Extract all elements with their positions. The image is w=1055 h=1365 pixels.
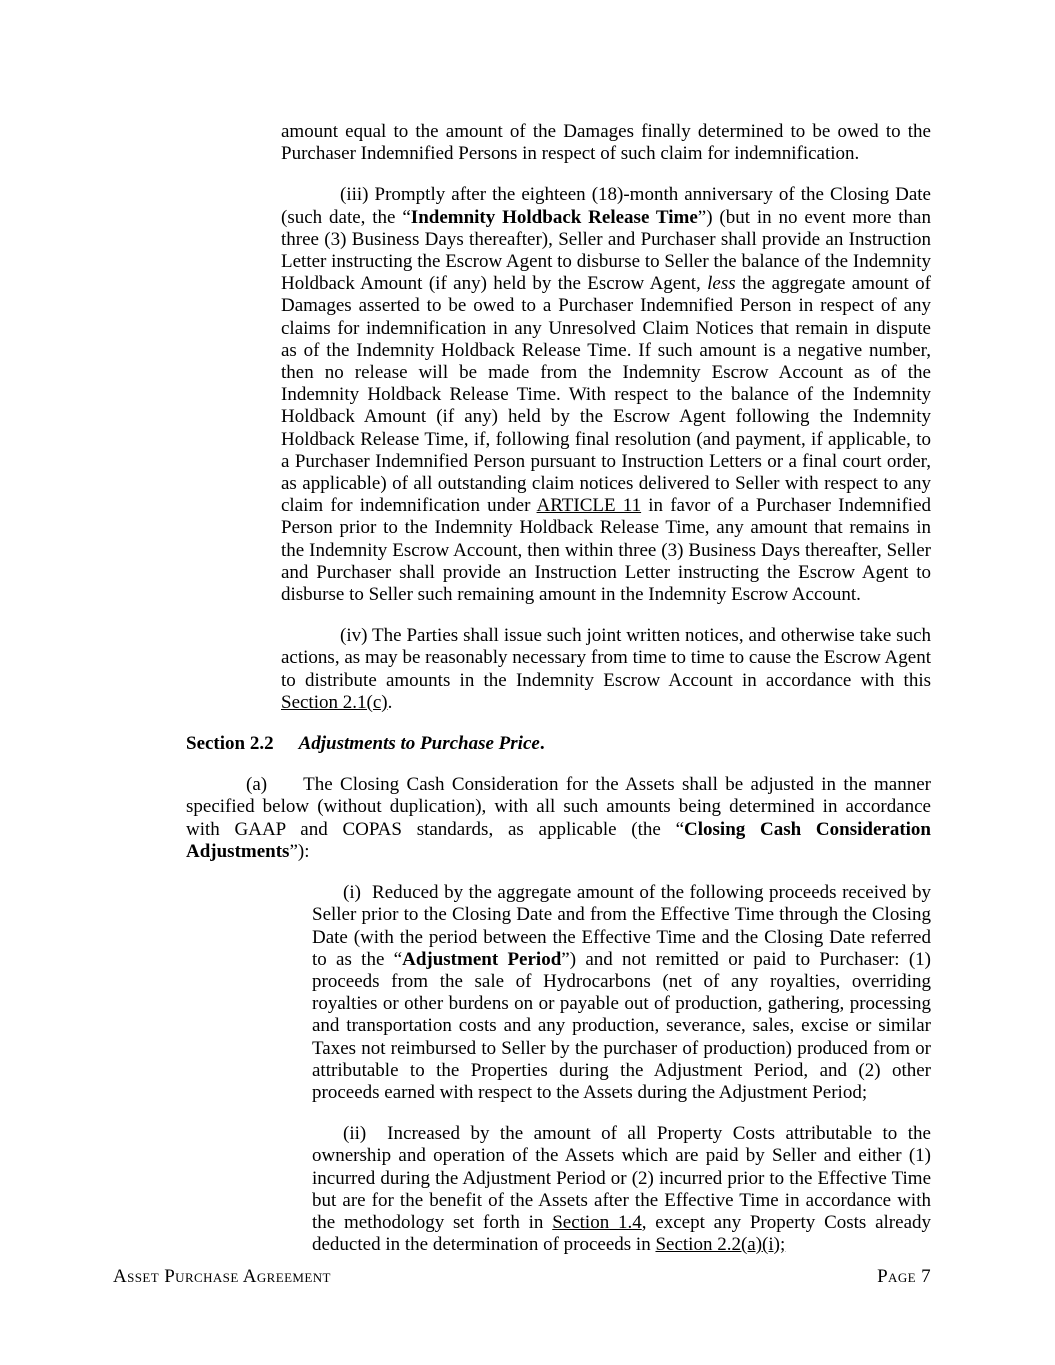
paragraph-i xyxy=(312,882,931,1104)
paragraph-continuation xyxy=(281,121,931,165)
footer-page-number: Page 7 xyxy=(877,1266,931,1287)
ref-article-11: ARTICLE 11 xyxy=(536,495,642,517)
section-number: Section 2.2 xyxy=(186,733,274,755)
italic-term-less: less xyxy=(707,273,736,295)
text-run: in favor of a Purchaser Indemnified Person prior to the Indemnity Holdback Release Time, any amount that remains in the Indemnity Escrow Account, then within three (3) Business Days thereafter, Seller and Purchaser shall provide an Instruction Letter instructing the Escrow Agent to disburse to Seller such remaining amount in the Indemnity Escrow Account. xyxy=(281,495,931,606)
text-run: . xyxy=(539,733,545,755)
text-run: (i) Reduced by the aggregate amount of the following proceeds received by Seller prior to the Closing Date and from the Effective Time through the Closing Date (with the period between the Effective Time and the Closing Date referred to as the “ xyxy=(312,882,931,970)
text-run: ”) (but in no event more than three (3) Business Days thereafter), Seller and Purchaser shall provide an Instruction Letter instructing the Escrow Agent to disburse to Seller the balance of the Indemnity Holdback Amount (if any) held by the Escrow Agent, xyxy=(281,206,931,295)
defined-term-closing-cash-consideration-adjustments: Closing Cash Consideration Adjustments xyxy=(186,818,931,862)
text-run: ”) and not remitted or paid to Purchaser: (1) proceeds from the sale of Hydrocarbons (net of any royalties, overriding royalties or other burdens on or payable out of production, gathering, processing and transportation costs and any production, severance, sales, excise or similar Taxes not reimbursed to Seller by the purchaser of production) produced from or attributable to the Properties during the Adjustment Period, and (2) other proceeds earned with respect to the Assets during the Adjustment Period; xyxy=(312,948,931,1103)
heading-section-2-2 xyxy=(186,733,931,755)
ref-section-2-2-a-i: Section 2.2(a)(i); xyxy=(655,1234,786,1256)
text-run: (ii) Increased by the amount of all Property Costs attributable to the ownership and operation of the Assets which are paid by Seller and either (1) incurred during the Adjustment Period or (2) incurred prior to the Effective Time but are for the benefit of the Assets after the Effective Time in accordance with the methodology set forth in xyxy=(312,1123,931,1233)
text-run: (iii) Promptly after the eighteen (18)-month anniversary of the Closing Date (such date, the “ xyxy=(281,184,931,228)
text-run: The Closing Cash Consideration for the Assets shall be adjusted in the manner specified below (without duplication), with all such amounts being determined in accordance with GAAP and COPAS standards, as applicable (the “ xyxy=(186,774,931,840)
ref-section-2-1-c: Section 2.1(c) xyxy=(281,691,388,713)
defined-term-adjustment-period: Adjustment Period xyxy=(402,948,562,970)
text-run: , except any Property Costs already deducted in the determination of proceeds in xyxy=(312,1211,931,1256)
text-run: . xyxy=(387,691,393,713)
text-run: the aggregate amount of Damages asserted to be owed to a Purchaser Indemnified Person in respect of any claims for indemnification in any Unresolved Claim Notices that remain in dispute as of the Indemnity Holdback Release Time. If such amount is a negative number, then no release will be made from the Indemnity Escrow Account as of the Indemnity Holdback Release Time. With respect to the balance of the Indemnity Holdback Amount (if any) held by the Escrow Agent following the Indemnity Holdback Release Time, if, following final resolution (and payment, if applicable, to a Purchaser Indemnified Person pursuant to Instruction Letters or a final court order, as applicable) of all outstanding claim notices delivered to Seller with respect to any claim for indemnification under xyxy=(281,273,931,517)
defined-term-indemnity-holdback-release-time: Indemnity Holdback Release Time xyxy=(410,206,698,228)
section-title: Adjustments to Purchase Price xyxy=(298,733,540,755)
paragraph-iii xyxy=(281,184,931,606)
text-run: amount equal to the amount of the Damages finally determined to be owed to the Purchaser Indemnified Persons in respect of such claim for indemnification. xyxy=(281,121,931,165)
paragraph-iv xyxy=(281,625,931,714)
text-run: (a) xyxy=(246,774,268,796)
paragraph-a xyxy=(186,774,931,863)
ref-section-1-4: Section 1.4 xyxy=(552,1211,642,1233)
paragraph-ii xyxy=(312,1123,931,1256)
text-run: (iv) The Parties shall issue such joint written notices, and otherwise take such actions, as may be reasonably necessary from time to time to cause the Escrow Agent to distribute amounts in the Indemnity Escrow Account in accordance with this xyxy=(281,625,931,691)
text-run: ”): xyxy=(289,840,310,862)
document-body xyxy=(186,121,931,1275)
page-footer xyxy=(113,1266,931,1288)
footer-document-title: Asset Purchase Agreement xyxy=(113,1266,331,1287)
